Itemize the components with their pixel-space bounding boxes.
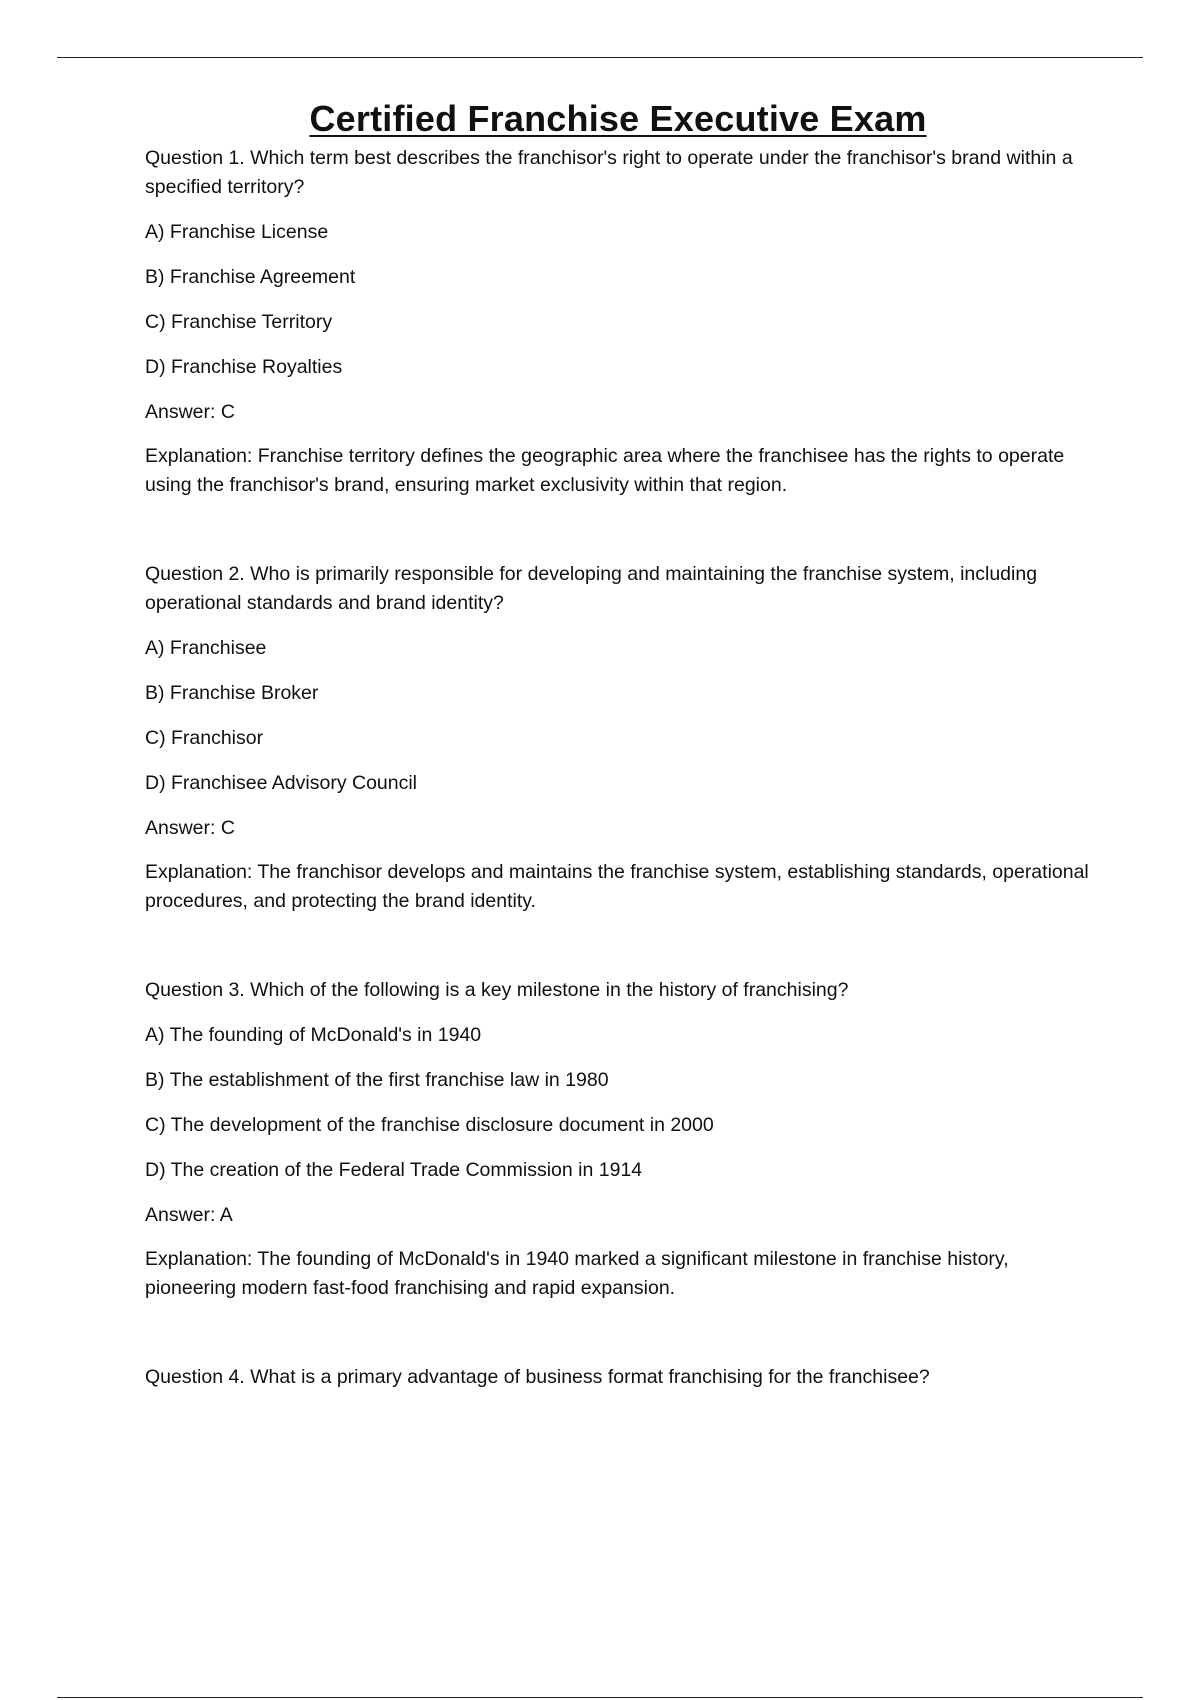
document-title: Certified Franchise Executive Exam bbox=[309, 98, 927, 140]
option-d: D) The creation of the Federal Trade Commission in 1914 bbox=[145, 1159, 643, 1181]
option-b: B) The establishment of the first franchise law in 1980 bbox=[145, 1069, 609, 1091]
question-1 bbox=[145, 144, 1095, 500]
question-text: Question 1. Which term best describes the franchisor's right to operate under the franchisor's brand within a specified territory? bbox=[145, 147, 1073, 198]
top-rule bbox=[57, 57, 1143, 58]
answer: Answer: C bbox=[145, 817, 235, 839]
question-text: Question 4. What is a primary advantage of business format franchising for the franchisee? bbox=[145, 1366, 930, 1388]
answer: Answer: A bbox=[145, 1204, 233, 1226]
explanation: Explanation: The franchisor develops and maintains the franchise system, establishing standards, operational procedures, and protecting the brand identity. bbox=[145, 861, 1089, 912]
explanation: Explanation: The founding of McDonald's in 1940 marked a significant milestone in franchise history, pioneering modern fast-food franchising and rapid expansion. bbox=[145, 1248, 1009, 1299]
question-text: Question 2. Who is primarily responsible for developing and maintaining the franchise system, including operational standards and brand identity? bbox=[145, 563, 1038, 614]
explanation: Explanation: Franchise territory defines the geographic area where the franchisee has the rights to operate using the franchisor's brand, ensuring market exclusivity within that region. bbox=[145, 445, 1065, 496]
option-a: A) Franchise License bbox=[145, 221, 329, 243]
answer: Answer: C bbox=[145, 401, 235, 423]
question-text: Question 3. Which of the following is a key milestone in the history of franchising? bbox=[145, 979, 849, 1001]
option-c: C) The development of the franchise disclosure document in 2000 bbox=[145, 1114, 714, 1136]
question-2 bbox=[145, 560, 1095, 916]
question-3 bbox=[145, 976, 1095, 1303]
option-b: B) Franchise Agreement bbox=[145, 266, 356, 288]
option-b: B) Franchise Broker bbox=[145, 682, 319, 704]
option-d: D) Franchise Royalties bbox=[145, 356, 343, 378]
option-c: C) Franchise Territory bbox=[145, 311, 333, 333]
question-4 bbox=[145, 1363, 1095, 1392]
document-body bbox=[145, 144, 1095, 1452]
option-c: C) Franchisor bbox=[145, 727, 264, 749]
option-d: D) Franchisee Advisory Council bbox=[145, 772, 418, 794]
option-a: A) Franchisee bbox=[145, 637, 267, 659]
option-a: A) The founding of McDonald's in 1940 bbox=[145, 1024, 482, 1046]
bottom-rule bbox=[57, 1697, 1143, 1698]
